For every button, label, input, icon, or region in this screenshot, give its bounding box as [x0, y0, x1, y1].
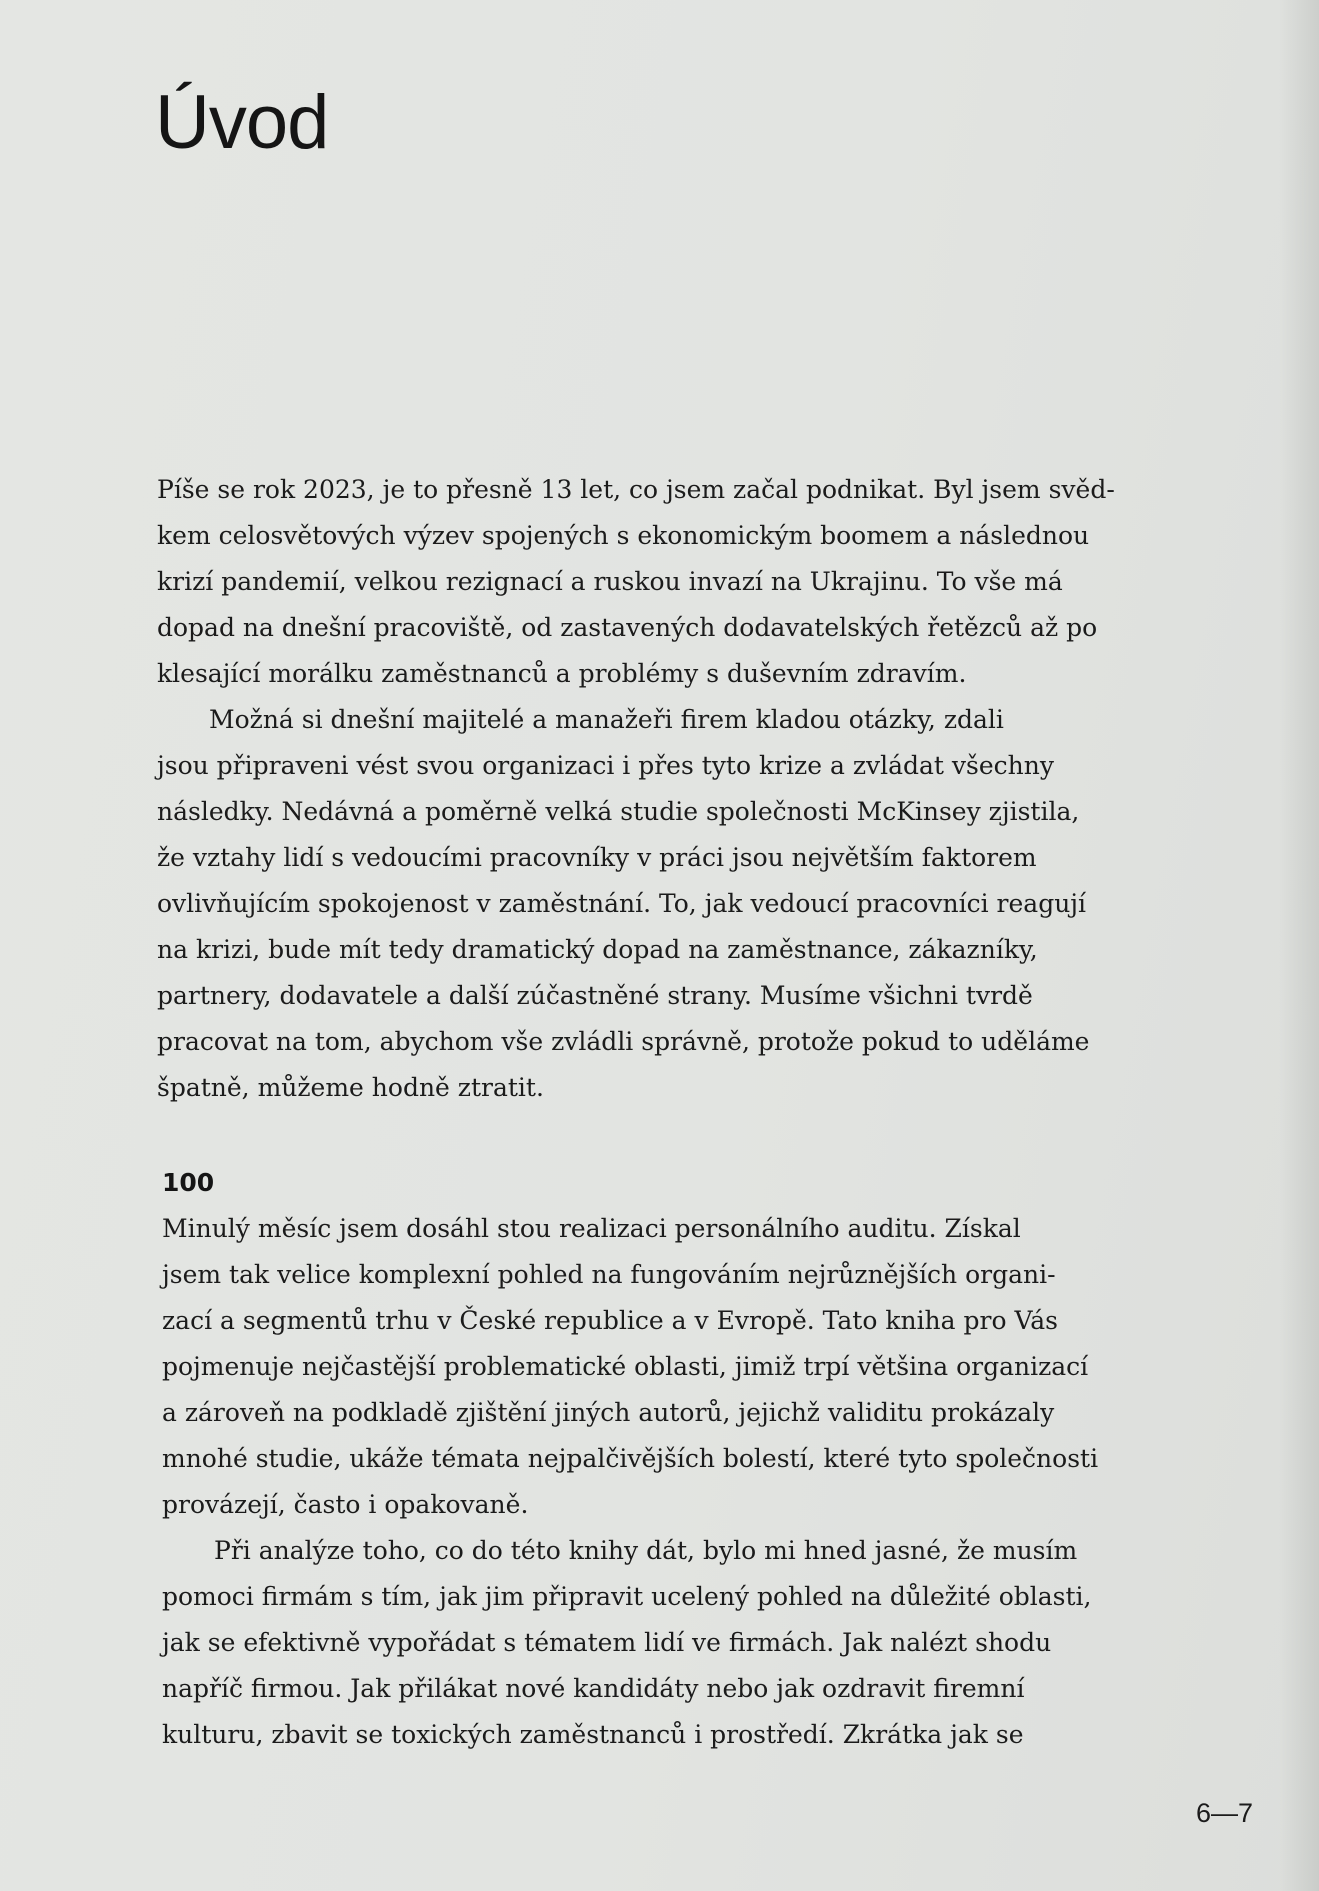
text-line: Píše se rok 2023, je to přesně 13 let, co jsem začal podnikat. Byl jsem svěd-	[157, 475, 1115, 504]
text-line: Možná si dnešní majitelé a manažeři firem kladou otázky, zdali	[209, 705, 1004, 734]
text-line: napříč firmou. Jak přilákat nové kandidáty nebo jak ozdravit firemní	[162, 1674, 1025, 1703]
text-line: kulturu, zbavit se toxických zaměstnanců i prostředí. Zkrátka jak se	[162, 1720, 1024, 1749]
text-line: jsem tak velice komplexní pohled na fungováním nejrůznějších organi-	[162, 1260, 1056, 1289]
page-number: 6—7	[1196, 1798, 1254, 1828]
text-line: pojmenuje nejčastější problematické oblasti, jimiž trpí většina organizací	[162, 1352, 1089, 1381]
text-line: klesající morálku zaměstnanců a problémy s duševním zdravím.	[157, 659, 967, 688]
text-line: ovlivňujícím spokojenost v zaměstnání. To, jak vedoucí pracovníci reagují	[157, 889, 1087, 918]
text-line: Při analýze toho, co do této knihy dát, bylo mi hned jasné, že musím	[214, 1536, 1078, 1565]
text-line: pomoci firmám s tím, jak jim připravit ucelený pohled na důležité oblasti,	[162, 1582, 1092, 1611]
text-line: mnohé studie, ukáže témata nejpalčivějších bolestí, které tyto společnosti	[162, 1444, 1099, 1473]
text-line: partnery, dodavatele a další zúčastněné strany. Musíme všichni tvrdě	[157, 981, 1033, 1010]
text-line: Minulý měsíc jsem dosáhl stou realizaci personálního auditu. Získal	[162, 1214, 1021, 1243]
text-line: a zároveň na podkladě zjištění jiných autorů, jejichž validitu prokázaly	[162, 1398, 1055, 1427]
text-line: krizí pandemií, velkou rezignací a ruskou invazí na Ukrajinu. To vše má	[157, 567, 1063, 596]
text-line: následky. Nedávná a poměrně velká studie společnosti McKinsey zjistila,	[157, 797, 1080, 826]
section-100-text-block	[162, 1160, 1242, 1758]
text-line: jsou připraveni vést svou organizaci i přes tyto krize a zvládat všechny	[157, 751, 1054, 780]
page-edge-shadow	[1279, 0, 1319, 1891]
text-line: špatně, můžeme hodně ztratit.	[157, 1073, 544, 1102]
text-line: provázejí, často i opakovaně.	[162, 1490, 529, 1519]
text-line: dopad na dnešní pracoviště, od zastavených dodavatelských řetězců až po	[157, 613, 1098, 642]
intro-text-block	[157, 467, 1237, 1111]
section-number: 100	[162, 1168, 215, 1197]
text-line: na krizi, bude mít tedy dramatický dopad na zaměstnance, zákazníky,	[157, 935, 1038, 964]
text-line: že vztahy lidí s vedoucími pracovníky v práci jsou největším faktorem	[157, 843, 1037, 872]
text-line: zací a segmentů trhu v České republice a v Evropě. Tato kniha pro Vás	[162, 1306, 1058, 1335]
text-line: kem celosvětových výzev spojených s ekonomickým boomem a následnou	[157, 521, 1090, 550]
text-line: jak se efektivně vypořádat s tématem lidí ve firmách. Jak nalézt shodu	[162, 1628, 1052, 1657]
text-line: pracovat na tom, abychom vše zvládli správně, protože pokud to uděláme	[157, 1027, 1090, 1056]
chapter-heading: Úvod	[155, 80, 329, 165]
